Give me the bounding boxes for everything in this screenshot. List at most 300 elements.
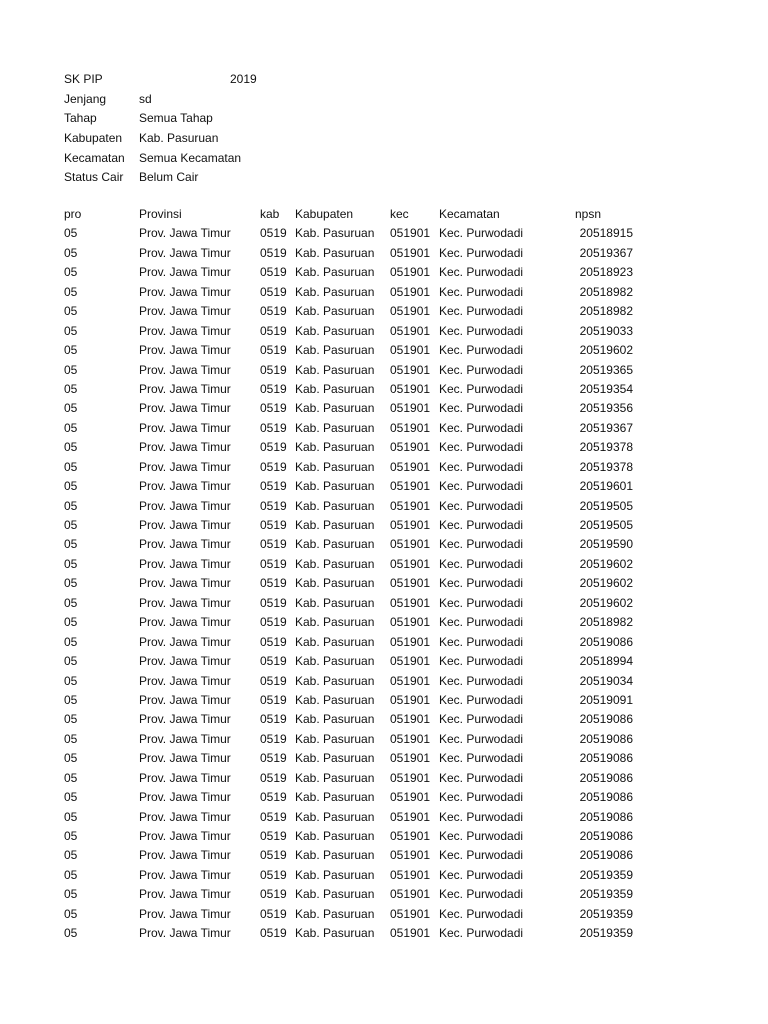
cell-kec: 051901 (390, 906, 431, 921)
cell-provinsi: Prov. Jawa Timur (139, 245, 231, 260)
cell-kabupaten: Kab. Pasuruan (295, 304, 375, 319)
cell-kab: 0519 (260, 284, 287, 299)
cell-kab: 0519 (260, 595, 287, 610)
table-row (0, 905, 768, 924)
cell-kabupaten: Kab. Pasuruan (295, 226, 375, 241)
cell-kab: 0519 (260, 673, 287, 688)
cell-npsn: 20518915 (579, 226, 633, 241)
cell-npsn: 20519602 (579, 576, 633, 591)
cell-npsn: 20519091 (579, 692, 633, 707)
cell-pro: 05 (64, 906, 78, 921)
cell-kecamatan: Kec. Purwodadi (439, 556, 524, 571)
cell-kecamatan: Kec. Purwodadi (439, 692, 524, 707)
cell-kabupaten: Kab. Pasuruan (295, 809, 375, 824)
cell-kec: 051901 (390, 887, 431, 902)
cell-pro: 05 (64, 459, 78, 474)
column-header-provinsi: Provinsi (139, 207, 182, 221)
cell-kecamatan: Kec. Purwodadi (439, 926, 524, 941)
cell-npsn: 20518982 (579, 284, 633, 299)
cell-provinsi: Prov. Jawa Timur (139, 362, 231, 377)
cell-pro: 05 (64, 265, 78, 280)
cell-npsn: 20519359 (579, 926, 633, 941)
cell-kec: 051901 (390, 304, 431, 319)
cell-kab: 0519 (260, 751, 287, 766)
table-row (0, 633, 768, 652)
cell-kab: 0519 (260, 887, 287, 902)
cell-kec: 051901 (390, 673, 431, 688)
cell-kecamatan: Kec. Purwodadi (439, 265, 524, 280)
cell-kecamatan: Kec. Purwodadi (439, 343, 524, 358)
table-row (0, 672, 768, 691)
cell-kecamatan: Kec. Purwodadi (439, 226, 524, 241)
meta-label: Status Cair (64, 170, 124, 185)
column-header-pro: pro (64, 207, 82, 221)
cell-npsn: 20519033 (579, 323, 633, 338)
cell-pro: 05 (64, 362, 78, 377)
cell-pro: 05 (64, 420, 78, 435)
table-row (0, 594, 768, 613)
cell-kecamatan: Kec. Purwodadi (439, 284, 524, 299)
cell-kabupaten: Kab. Pasuruan (295, 829, 375, 843)
cell-kab: 0519 (260, 576, 287, 591)
table-row (0, 652, 768, 671)
cell-provinsi: Prov. Jawa Timur (139, 829, 231, 843)
cell-pro: 05 (64, 304, 78, 319)
cell-kec: 051901 (390, 751, 431, 766)
cell-kabupaten: Kab. Pasuruan (295, 634, 375, 649)
cell-kab: 0519 (260, 634, 287, 649)
cell-kab: 0519 (260, 829, 287, 843)
table-row (0, 730, 768, 749)
column-header-kab: kab (260, 207, 280, 221)
cell-npsn: 20519378 (579, 440, 633, 455)
cell-kec: 051901 (390, 712, 431, 727)
cell-kab: 0519 (260, 323, 287, 338)
cell-kabupaten: Kab. Pasuruan (295, 595, 375, 610)
meta-value: sd (139, 91, 152, 106)
cell-kecamatan: Kec. Purwodadi (439, 751, 524, 766)
cell-provinsi: Prov. Jawa Timur (139, 770, 231, 785)
column-header-kec: kec (390, 207, 409, 221)
cell-pro: 05 (64, 692, 78, 707)
cell-kec: 051901 (390, 790, 431, 805)
meta-value: Kab. Pasuruan (139, 131, 219, 146)
cell-kabupaten: Kab. Pasuruan (295, 731, 375, 746)
cell-provinsi: Prov. Jawa Timur (139, 401, 231, 416)
table-row (0, 574, 768, 593)
cell-kabupaten: Kab. Pasuruan (295, 479, 375, 494)
table-row (0, 924, 768, 943)
cell-kecamatan: Kec. Purwodadi (439, 673, 524, 688)
cell-kecamatan: Kec. Purwodadi (439, 323, 524, 338)
cell-kecamatan: Kec. Purwodadi (439, 362, 524, 377)
cell-provinsi: Prov. Jawa Timur (139, 537, 231, 552)
data-table (0, 205, 768, 944)
cell-npsn: 20519359 (579, 887, 633, 902)
cell-kabupaten: Kab. Pasuruan (295, 712, 375, 727)
cell-provinsi: Prov. Jawa Timur (139, 926, 231, 941)
cell-kec: 051901 (390, 518, 431, 532)
cell-kec: 051901 (390, 692, 431, 707)
cell-kecamatan: Kec. Purwodadi (439, 440, 524, 455)
cell-provinsi: Prov. Jawa Timur (139, 226, 231, 241)
cell-kabupaten: Kab. Pasuruan (295, 692, 375, 707)
meta-value: Semua Tahap (139, 111, 213, 126)
cell-kabupaten: Kab. Pasuruan (295, 265, 375, 280)
table-row (0, 224, 768, 243)
meta-label: Jenjang (64, 91, 107, 106)
cell-pro: 05 (64, 401, 78, 416)
table-row (0, 263, 768, 282)
cell-kec: 051901 (390, 809, 431, 824)
cell-kabupaten: Kab. Pasuruan (295, 848, 375, 863)
cell-pro: 05 (64, 867, 78, 882)
cell-npsn: 20519505 (579, 498, 633, 513)
cell-npsn: 20519086 (579, 634, 633, 649)
cell-npsn: 20519602 (579, 595, 633, 610)
cell-provinsi: Prov. Jawa Timur (139, 673, 231, 688)
table-row (0, 846, 768, 865)
cell-kabupaten: Kab. Pasuruan (295, 926, 375, 941)
table-row (0, 497, 768, 516)
cell-kabupaten: Kab. Pasuruan (295, 245, 375, 260)
cell-kecamatan: Kec. Purwodadi (439, 809, 524, 824)
table-row (0, 302, 768, 321)
table-row (0, 283, 768, 302)
cell-kecamatan: Kec. Purwodadi (439, 401, 524, 416)
table-row (0, 788, 768, 807)
cell-npsn: 20519359 (579, 906, 633, 921)
cell-kabupaten: Kab. Pasuruan (295, 498, 375, 513)
cell-provinsi: Prov. Jawa Timur (139, 790, 231, 805)
cell-provinsi: Prov. Jawa Timur (139, 576, 231, 591)
cell-kec: 051901 (390, 459, 431, 474)
cell-kab: 0519 (260, 731, 287, 746)
cell-kab: 0519 (260, 848, 287, 863)
cell-pro: 05 (64, 556, 78, 571)
cell-kab: 0519 (260, 537, 287, 552)
cell-kecamatan: Kec. Purwodadi (439, 615, 524, 630)
cell-pro: 05 (64, 479, 78, 494)
cell-provinsi: Prov. Jawa Timur (139, 692, 231, 707)
cell-npsn: 20519086 (579, 751, 633, 766)
cell-provinsi: Prov. Jawa Timur (139, 848, 231, 863)
cell-kab: 0519 (260, 692, 287, 707)
cell-kabupaten: Kab. Pasuruan (295, 867, 375, 882)
cell-pro: 05 (64, 537, 78, 552)
table-row (0, 808, 768, 827)
cell-kab: 0519 (260, 518, 287, 532)
cell-pro: 05 (64, 634, 78, 649)
cell-kecamatan: Kec. Purwodadi (439, 576, 524, 591)
cell-kab: 0519 (260, 498, 287, 513)
cell-kab: 0519 (260, 362, 287, 377)
cell-kecamatan: Kec. Purwodadi (439, 459, 524, 474)
cell-kecamatan: Kec. Purwodadi (439, 829, 524, 843)
table-row (0, 535, 768, 554)
cell-kab: 0519 (260, 556, 287, 571)
cell-kab: 0519 (260, 265, 287, 280)
cell-kabupaten: Kab. Pasuruan (295, 401, 375, 416)
cell-kec: 051901 (390, 381, 431, 396)
cell-kab: 0519 (260, 809, 287, 824)
cell-provinsi: Prov. Jawa Timur (139, 440, 231, 455)
cell-kec: 051901 (390, 479, 431, 494)
cell-kec: 051901 (390, 265, 431, 280)
cell-provinsi: Prov. Jawa Timur (139, 595, 231, 610)
cell-kabupaten: Kab. Pasuruan (295, 537, 375, 552)
cell-pro: 05 (64, 323, 78, 338)
cell-kab: 0519 (260, 420, 287, 435)
cell-provinsi: Prov. Jawa Timur (139, 265, 231, 280)
cell-kec: 051901 (390, 226, 431, 241)
cell-kec: 051901 (390, 829, 431, 843)
column-header-kecamatan: Kecamatan (439, 207, 500, 221)
cell-kab: 0519 (260, 440, 287, 455)
cell-kecamatan: Kec. Purwodadi (439, 731, 524, 746)
table-row (0, 516, 768, 535)
cell-pro: 05 (64, 809, 78, 824)
cell-npsn: 20519602 (579, 343, 633, 358)
cell-pro: 05 (64, 751, 78, 766)
cell-kabupaten: Kab. Pasuruan (295, 323, 375, 338)
cell-provinsi: Prov. Jawa Timur (139, 634, 231, 649)
cell-npsn: 20519034 (579, 673, 633, 688)
cell-kecamatan: Kec. Purwodadi (439, 906, 524, 921)
cell-npsn: 20519086 (579, 790, 633, 805)
cell-provinsi: Prov. Jawa Timur (139, 420, 231, 435)
cell-npsn: 20519086 (579, 829, 633, 843)
cell-npsn: 20519590 (579, 537, 633, 552)
cell-npsn: 20519086 (579, 770, 633, 785)
cell-provinsi: Prov. Jawa Timur (139, 809, 231, 824)
table-row (0, 613, 768, 632)
cell-provinsi: Prov. Jawa Timur (139, 751, 231, 766)
cell-kecamatan: Kec. Purwodadi (439, 634, 524, 649)
cell-npsn: 20519602 (579, 556, 633, 571)
cell-pro: 05 (64, 226, 78, 241)
cell-kabupaten: Kab. Pasuruan (295, 615, 375, 630)
cell-kec: 051901 (390, 323, 431, 338)
cell-kab: 0519 (260, 867, 287, 882)
cell-kab: 0519 (260, 615, 287, 630)
cell-provinsi: Prov. Jawa Timur (139, 479, 231, 494)
cell-kab: 0519 (260, 343, 287, 358)
table-row (0, 380, 768, 399)
cell-kec: 051901 (390, 770, 431, 785)
cell-kab: 0519 (260, 479, 287, 494)
cell-pro: 05 (64, 790, 78, 805)
cell-kecamatan: Kec. Purwodadi (439, 867, 524, 882)
cell-provinsi: Prov. Jawa Timur (139, 459, 231, 474)
cell-kec: 051901 (390, 440, 431, 455)
cell-kabupaten: Kab. Pasuruan (295, 887, 375, 902)
cell-npsn: 20519367 (579, 245, 633, 260)
cell-npsn: 20518982 (579, 304, 633, 319)
table-row (0, 341, 768, 360)
cell-pro: 05 (64, 731, 78, 746)
cell-kab: 0519 (260, 304, 287, 319)
cell-provinsi: Prov. Jawa Timur (139, 284, 231, 299)
cell-kabupaten: Kab. Pasuruan (295, 440, 375, 455)
cell-kec: 051901 (390, 420, 431, 435)
cell-kec: 051901 (390, 654, 431, 669)
cell-kecamatan: Kec. Purwodadi (439, 420, 524, 435)
cell-kabupaten: Kab. Pasuruan (295, 673, 375, 688)
cell-kecamatan: Kec. Purwodadi (439, 245, 524, 260)
table-row (0, 322, 768, 341)
cell-kec: 051901 (390, 498, 431, 513)
table-row (0, 438, 768, 457)
cell-kab: 0519 (260, 712, 287, 727)
cell-kab: 0519 (260, 245, 287, 260)
cell-pro: 05 (64, 498, 78, 513)
column-header-npsn: npsn (575, 207, 602, 221)
cell-kab: 0519 (260, 654, 287, 669)
cell-pro: 05 (64, 848, 78, 863)
cell-pro: 05 (64, 284, 78, 299)
cell-kecamatan: Kec. Purwodadi (439, 790, 524, 805)
cell-npsn: 20519354 (579, 381, 633, 396)
cell-provinsi: Prov. Jawa Timur (139, 323, 231, 338)
cell-provinsi: Prov. Jawa Timur (139, 731, 231, 746)
cell-npsn: 20519359 (579, 867, 633, 882)
cell-kecamatan: Kec. Purwodadi (439, 381, 524, 396)
cell-pro: 05 (64, 654, 78, 669)
cell-kec: 051901 (390, 867, 431, 882)
cell-provinsi: Prov. Jawa Timur (139, 654, 231, 669)
table-row (0, 458, 768, 477)
cell-kabupaten: Kab. Pasuruan (295, 284, 375, 299)
cell-kab: 0519 (260, 770, 287, 785)
cell-pro: 05 (64, 673, 78, 688)
table-header-row (0, 205, 768, 224)
column-header-kabupaten: Kabupaten (295, 207, 354, 221)
cell-kab: 0519 (260, 790, 287, 805)
report-title: SK PIP (64, 72, 103, 86)
cell-kec: 051901 (390, 362, 431, 377)
cell-provinsi: Prov. Jawa Timur (139, 343, 231, 358)
cell-kec: 051901 (390, 634, 431, 649)
cell-kec: 051901 (390, 401, 431, 416)
table-row (0, 866, 768, 885)
cell-kabupaten: Kab. Pasuruan (295, 576, 375, 591)
cell-pro: 05 (64, 615, 78, 630)
cell-npsn: 20518994 (579, 654, 633, 669)
cell-pro: 05 (64, 926, 78, 941)
table-row (0, 749, 768, 768)
cell-kab: 0519 (260, 226, 287, 241)
cell-provinsi: Prov. Jawa Timur (139, 906, 231, 921)
cell-npsn: 20519086 (579, 731, 633, 746)
cell-pro: 05 (64, 343, 78, 358)
cell-kec: 051901 (390, 576, 431, 591)
cell-npsn: 20518923 (579, 265, 633, 280)
cell-kabupaten: Kab. Pasuruan (295, 518, 375, 532)
cell-kab: 0519 (260, 459, 287, 474)
cell-kabupaten: Kab. Pasuruan (295, 751, 375, 766)
cell-provinsi: Prov. Jawa Timur (139, 556, 231, 571)
cell-kab: 0519 (260, 401, 287, 416)
meta-value: Belum Cair (139, 170, 199, 185)
table-row (0, 885, 768, 904)
cell-kecamatan: Kec. Purwodadi (439, 654, 524, 669)
cell-pro: 05 (64, 245, 78, 260)
table-row (0, 361, 768, 380)
cell-kabupaten: Kab. Pasuruan (295, 343, 375, 358)
meta-label: Kabupaten (64, 131, 123, 146)
cell-kec: 051901 (390, 615, 431, 630)
cell-provinsi: Prov. Jawa Timur (139, 615, 231, 630)
cell-pro: 05 (64, 440, 78, 455)
cell-kecamatan: Kec. Purwodadi (439, 479, 524, 494)
cell-pro: 05 (64, 770, 78, 785)
cell-kab: 0519 (260, 926, 287, 941)
cell-kabupaten: Kab. Pasuruan (295, 459, 375, 474)
cell-kabupaten: Kab. Pasuruan (295, 420, 375, 435)
cell-kec: 051901 (390, 284, 431, 299)
table-row (0, 477, 768, 496)
cell-kabupaten: Kab. Pasuruan (295, 790, 375, 805)
cell-provinsi: Prov. Jawa Timur (139, 381, 231, 396)
cell-provinsi: Prov. Jawa Timur (139, 712, 231, 727)
table-row (0, 769, 768, 788)
table-row (0, 691, 768, 710)
cell-kec: 051901 (390, 595, 431, 610)
table-row (0, 244, 768, 263)
cell-provinsi: Prov. Jawa Timur (139, 498, 231, 513)
cell-kecamatan: Kec. Purwodadi (439, 712, 524, 727)
meta-value: Semua Kecamatan (139, 150, 242, 165)
cell-kabupaten: Kab. Pasuruan (295, 381, 375, 396)
cell-npsn: 20519367 (579, 420, 633, 435)
cell-kabupaten: Kab. Pasuruan (295, 362, 375, 377)
cell-kabupaten: Kab. Pasuruan (295, 906, 375, 921)
cell-kabupaten: Kab. Pasuruan (295, 556, 375, 571)
cell-pro: 05 (64, 576, 78, 591)
cell-kabupaten: Kab. Pasuruan (295, 654, 375, 669)
table-row (0, 710, 768, 729)
cell-kecamatan: Kec. Purwodadi (439, 537, 524, 552)
cell-pro: 05 (64, 381, 78, 396)
table-row (0, 555, 768, 574)
cell-kec: 051901 (390, 245, 431, 260)
cell-npsn: 20519356 (579, 401, 633, 416)
cell-kec: 051901 (390, 537, 431, 552)
cell-pro: 05 (64, 887, 78, 902)
cell-pro: 05 (64, 595, 78, 610)
cell-kabupaten: Kab. Pasuruan (295, 770, 375, 785)
cell-kec: 051901 (390, 731, 431, 746)
cell-pro: 05 (64, 712, 78, 727)
cell-pro: 05 (64, 829, 78, 843)
cell-provinsi: Prov. Jawa Timur (139, 887, 231, 902)
table-row (0, 419, 768, 438)
cell-kecamatan: Kec. Purwodadi (439, 595, 524, 610)
cell-npsn: 20519378 (579, 459, 633, 474)
cell-kecamatan: Kec. Purwodadi (439, 304, 524, 319)
meta-label: Kecamatan (64, 150, 125, 165)
cell-npsn: 20518982 (579, 615, 633, 630)
table-row (0, 399, 768, 418)
cell-provinsi: Prov. Jawa Timur (139, 518, 231, 532)
cell-npsn: 20519505 (579, 518, 633, 532)
cell-kab: 0519 (260, 381, 287, 396)
cell-kecamatan: Kec. Purwodadi (439, 518, 524, 532)
cell-kecamatan: Kec. Purwodadi (439, 887, 524, 902)
cell-kab: 0519 (260, 906, 287, 921)
cell-kec: 051901 (390, 848, 431, 863)
